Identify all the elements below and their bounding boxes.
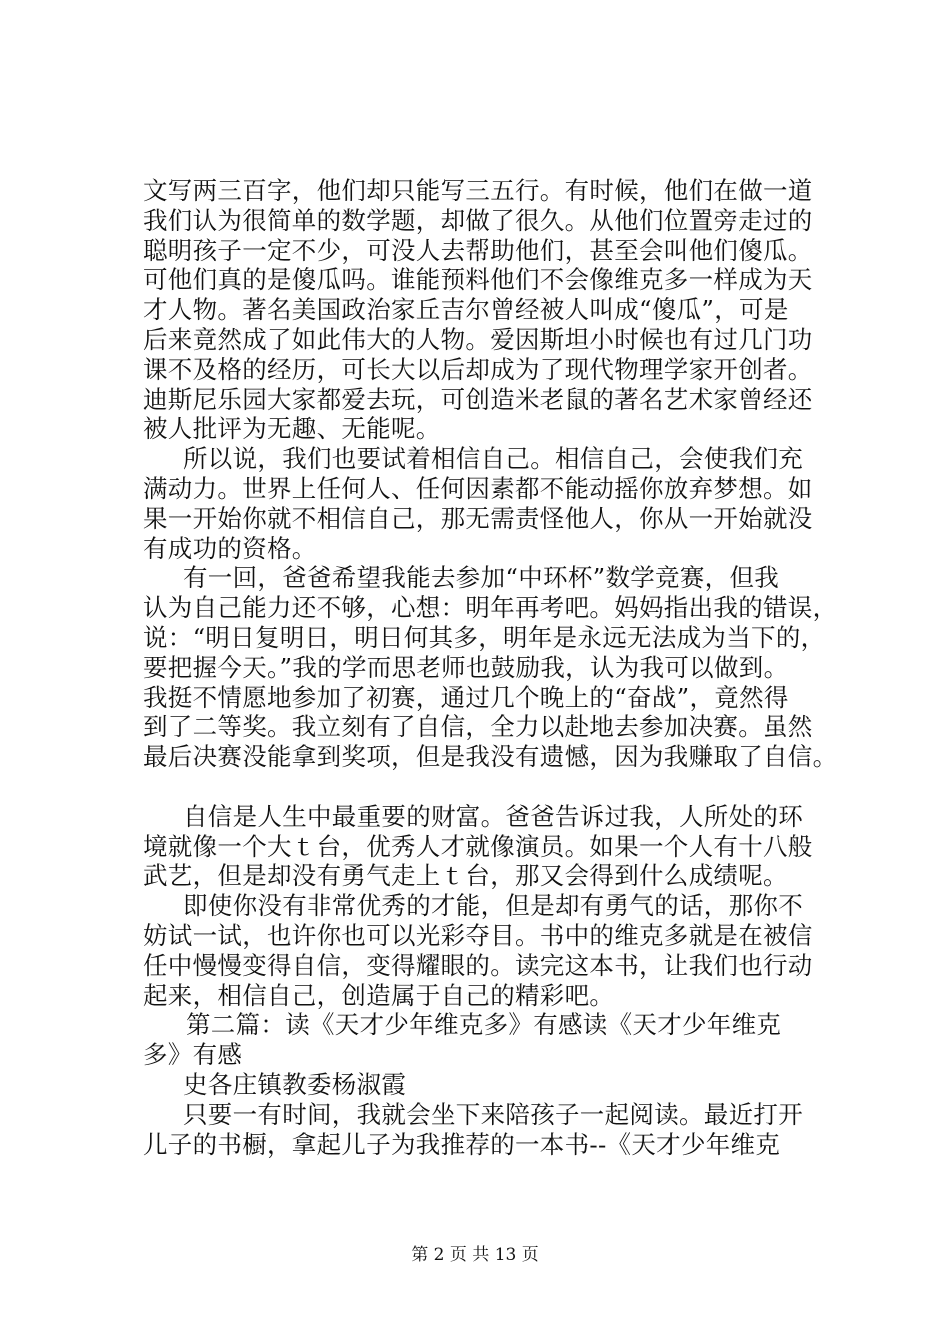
text-line: 被人批评为无趣、无能呢。 (143, 414, 441, 444)
text-line: 武艺，但是却没有勇气走上ｔ台，那又会得到什么成绩呢。 (143, 861, 788, 891)
author-line: 史各庄镇教委杨淑霞 (183, 1069, 407, 1099)
paragraph-start: 即使你没有非常优秀的才能，但是却有勇气的话，那你不 (183, 891, 803, 921)
text-line: 有成功的资格。 (143, 533, 317, 563)
text-line: 我挺不情愿地参加了初赛，通过几个晚上的“奋战”，竟然得 (143, 682, 789, 712)
text-line: 境就像一个大ｔ台，优秀人才就像演员。如果一个人有十八般 (143, 831, 813, 861)
text-line: 妨试一试，也许你也可以光彩夺目。书中的维克多就是在被信 (143, 920, 813, 950)
text-line: 任中慢慢变得自信，变得耀眼的。读完这本书，让我们也行动 (143, 950, 813, 980)
text-line: 迪斯尼乐园大家都爱去玩，可创造米老鼠的著名艺术家曾经还 (143, 384, 813, 414)
text-line: 到了二等奖。我立刻有了自信，全力以赴地去参加决赛。虽然 (143, 712, 813, 742)
text-line: 最后决赛没能拿到奖项，但是我没有遗憾，因为我赚取了自信。 (143, 742, 838, 772)
text-line: 后来竟然成了如此伟大的人物。爱因斯坦小时候也有过几门功 (143, 324, 813, 354)
paragraph-start: 自信是人生中最重要的财富。爸爸告诉过我，人所处的环 (183, 801, 803, 831)
paragraph-start: 只要一有时间，我就会坐下来陪孩子一起阅读。最近打开 (183, 1099, 803, 1129)
text-line: 要把握今天。”我的学而思老师也鼓励我，认为我可以做到。 (143, 652, 789, 682)
paragraph-gap (143, 772, 843, 802)
section-heading: 第二篇：读《天才少年维克多》有感读《天才少年维克 (186, 1010, 782, 1040)
text-line: 满动力。世界上任何人、任何因素都不能动摇你放弃梦想。如 (143, 473, 813, 503)
paragraph-start: 所以说，我们也要试着相信自己。相信自己，会使我们充 (183, 444, 803, 474)
text-line: 果一开始你就不相信自己，那无需责怪他人，你从一开始就没 (143, 503, 813, 533)
page-number-footer: 第 2 页 共 13 页 (411, 1245, 539, 1265)
document-body (143, 176, 843, 1159)
text-line: 才人物。著名美国政治家丘吉尔曾经被人叫成“傻瓜”，可是 (143, 295, 789, 325)
text-line: 儿子的书橱，拿起儿子为我推荐的一本书--《天才少年维克 (143, 1129, 781, 1159)
text-line: 聪明孩子一定不少，可没人去帮助他们，甚至会叫他们傻瓜。 (143, 235, 813, 265)
section-heading-cont: 多》有感 (143, 1040, 243, 1070)
text-line: 课不及格的经历，可长大以后却成为了现代物理学家开创者。 (143, 354, 813, 384)
text-line: 我们认为很简单的数学题，却做了很久。从他们位置旁走过的 (143, 205, 813, 235)
text-line: 认为自己能力还不够，心想：明年再考吧。妈妈指出我的错误， (143, 593, 838, 623)
text-line: 可他们真的是傻瓜吗。谁能预料他们不会像维克多一样成为天 (143, 265, 813, 295)
text-line: 文写两三百字，他们却只能写三五行。有时候，他们在做一道 (143, 176, 813, 205)
paragraph-start: 有一回，爸爸希望我能去参加“中环杯”数学竞赛，但我 (183, 563, 780, 593)
text-line: 起来，相信自己，创造属于自己的精彩吧。 (143, 980, 615, 1010)
text-line: 说：“明日复明日，明日何其多，明年是永远无法成为当下的， (143, 622, 826, 652)
